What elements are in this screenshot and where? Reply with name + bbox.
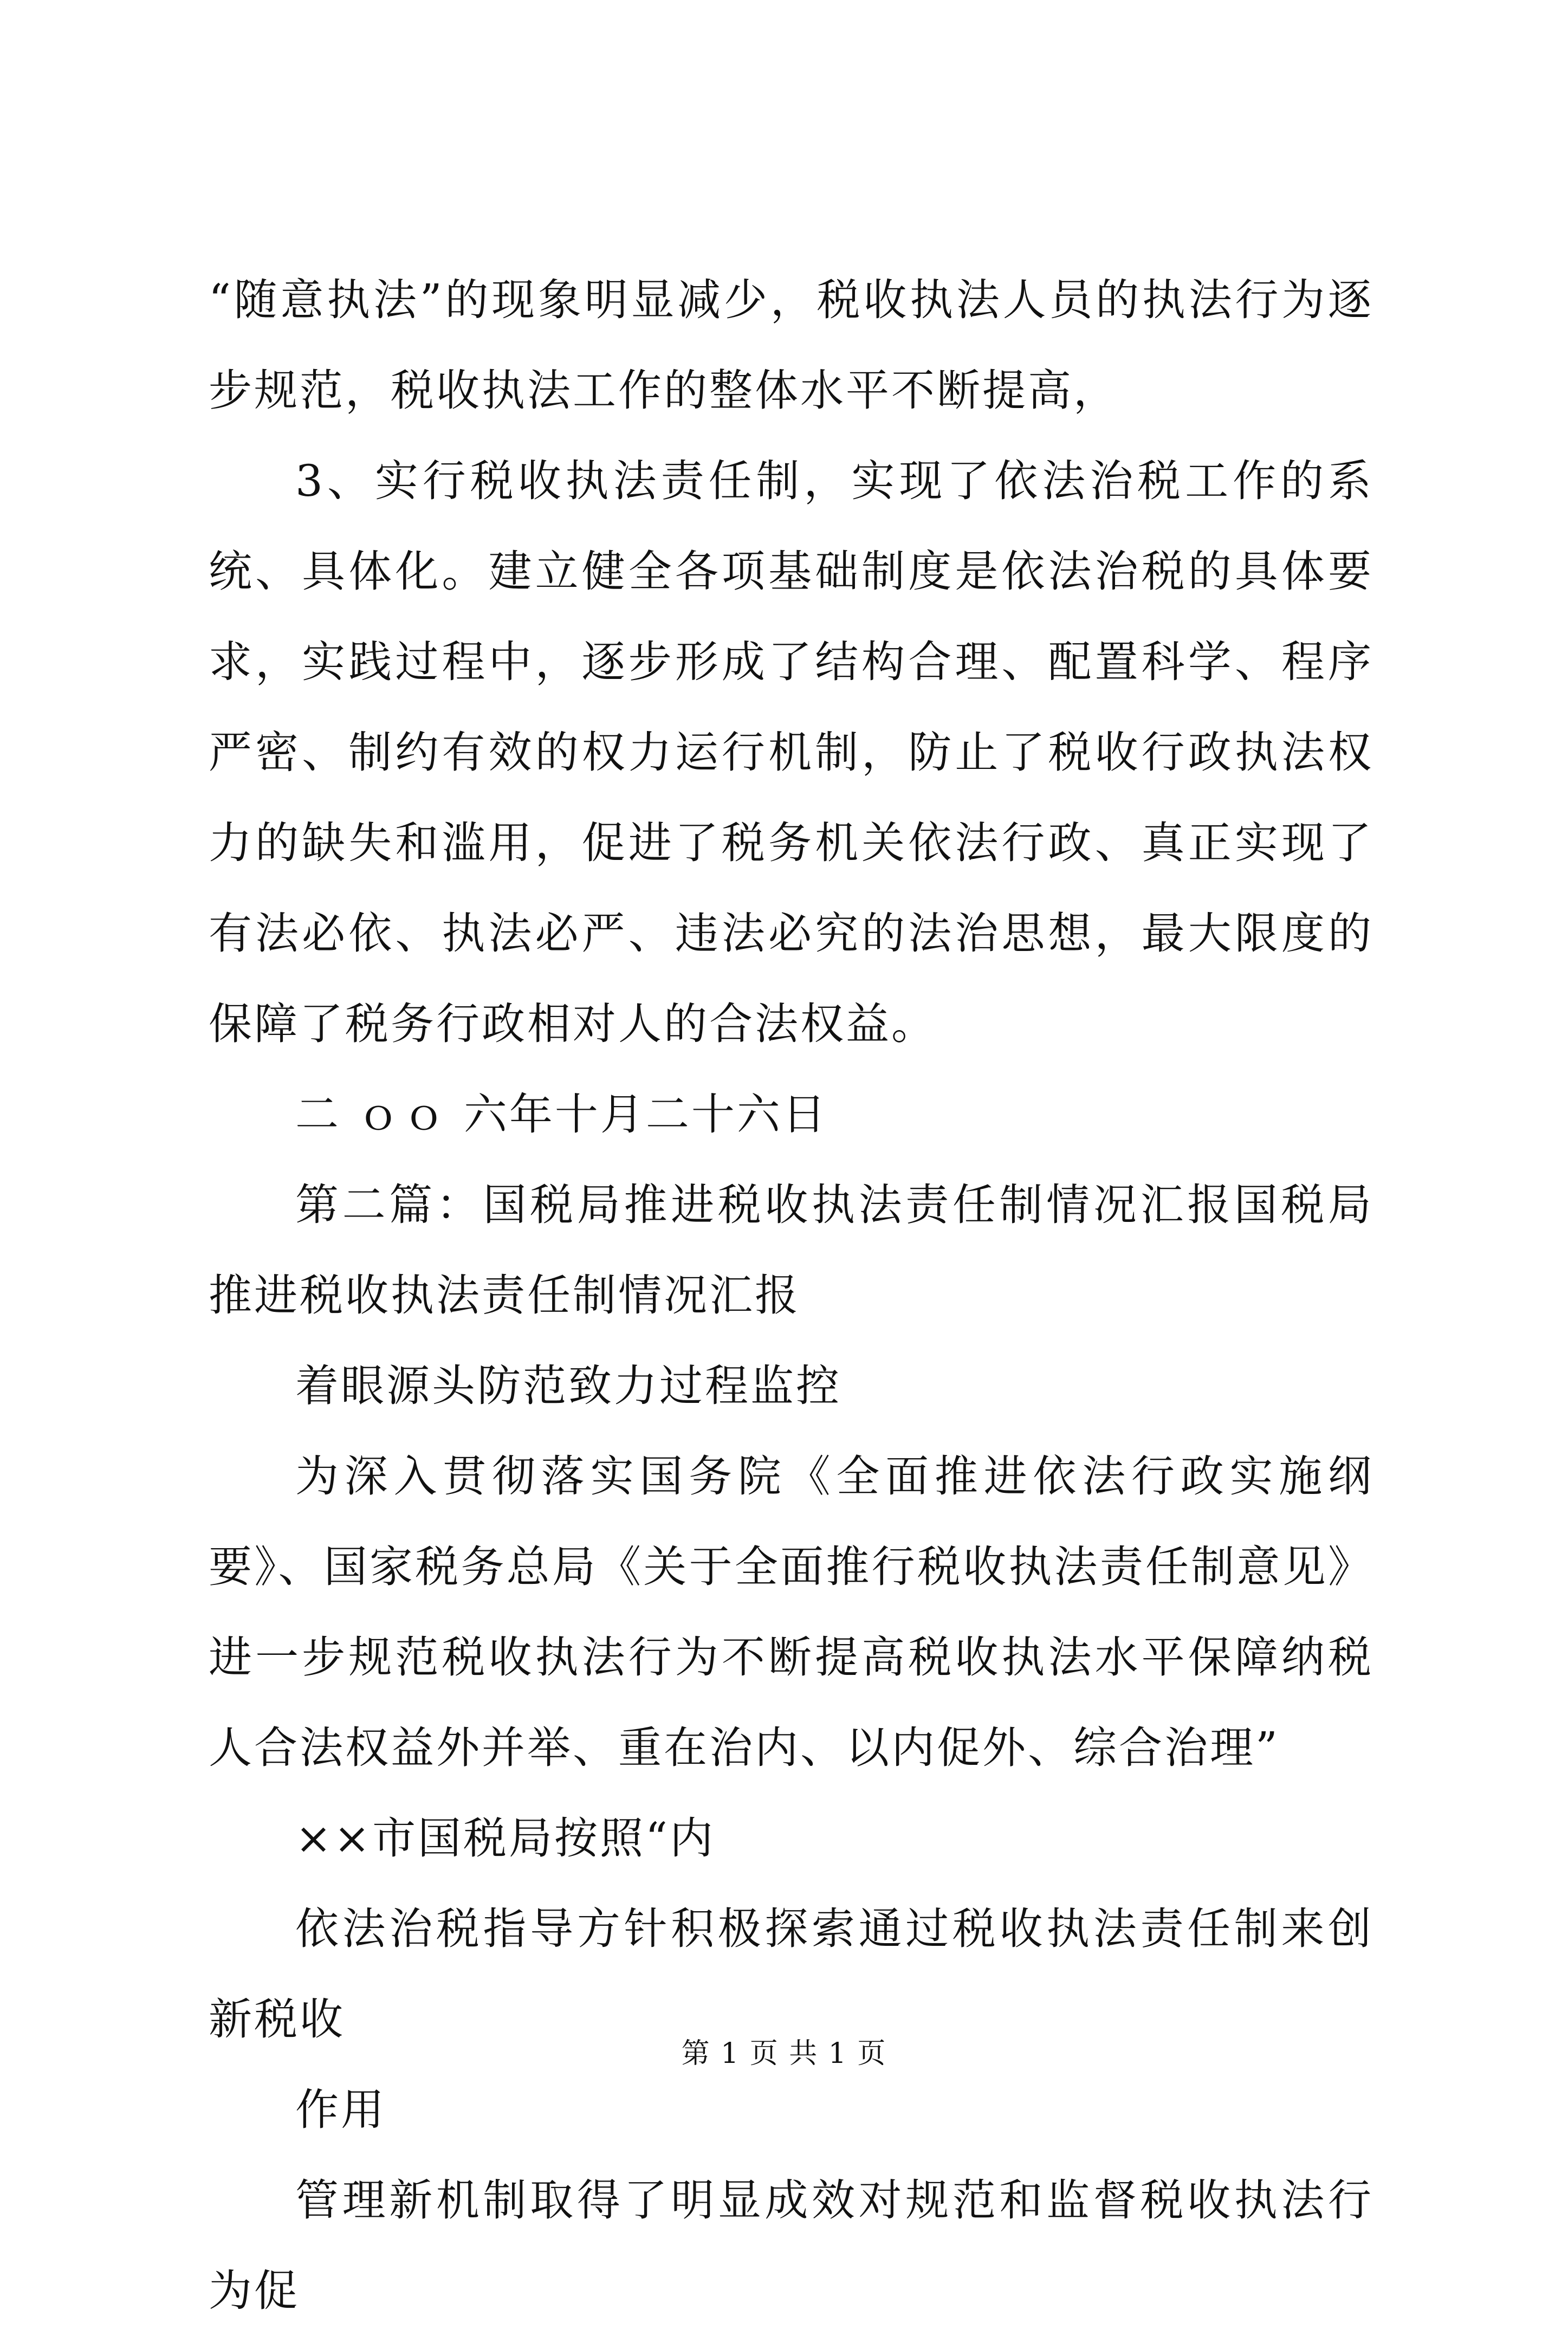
paragraph-5: 依法治税指导方针积极探索通过税收执法责任制来创新税收 — [209, 1904, 1373, 2044]
paragraph-7: 管理新机制取得了明显成效对规范和监督税收执法行为促 — [209, 2175, 1373, 2316]
paragraph-4: ××市国税局按照“内 — [295, 1813, 715, 1863]
paragraph-6: 作用 — [295, 2085, 386, 2135]
paragraph-2: 3、实行税收执法责任制，实现了依法治税工作的系统、具体化。建立健全各项基础制度是依法治税的具体要求，实践过程中，逐步形成了结构合理、配置科学、程序严密、制约有效的权力运行机制，防止了税收行政执法权力的缺失和滥用，促进了税务机关依法行政、真正实现了有法必依、执法必严、违法必究的法治思想，最大限度的保障了税务行政相对人的合法权益。 — [209, 456, 1373, 1049]
paragraph-3: 为深入贯彻落实国务院《全面推进依法行政实施纲要》、国家税务总局《关于全面推行税收执法责任制意见》进一步规范税收执法行为不断提高税收执法水平保障纳税人合法权益外并举、重在治内、以内促外、综合治理” — [209, 1451, 1373, 1773]
date-line: 二 ｏｏ 六年十月二十六日 — [295, 1089, 828, 1140]
section-heading: 第二篇：国税局推进税收执法责任制情况汇报国税局推进税收执法责任制情况汇报 — [209, 1180, 1373, 1321]
subtitle: 着眼源头防范致力过程监控 — [295, 1361, 841, 1411]
page-footer: 第 1 页 共 1 页 — [681, 2037, 887, 2070]
document-body — [209, 255, 1373, 2336]
paragraph-1: “随意执法”的现象明显减少，税收执法人员的执法行为逐步规范，税收执法工作的整体水平不断提高， — [209, 275, 1373, 416]
